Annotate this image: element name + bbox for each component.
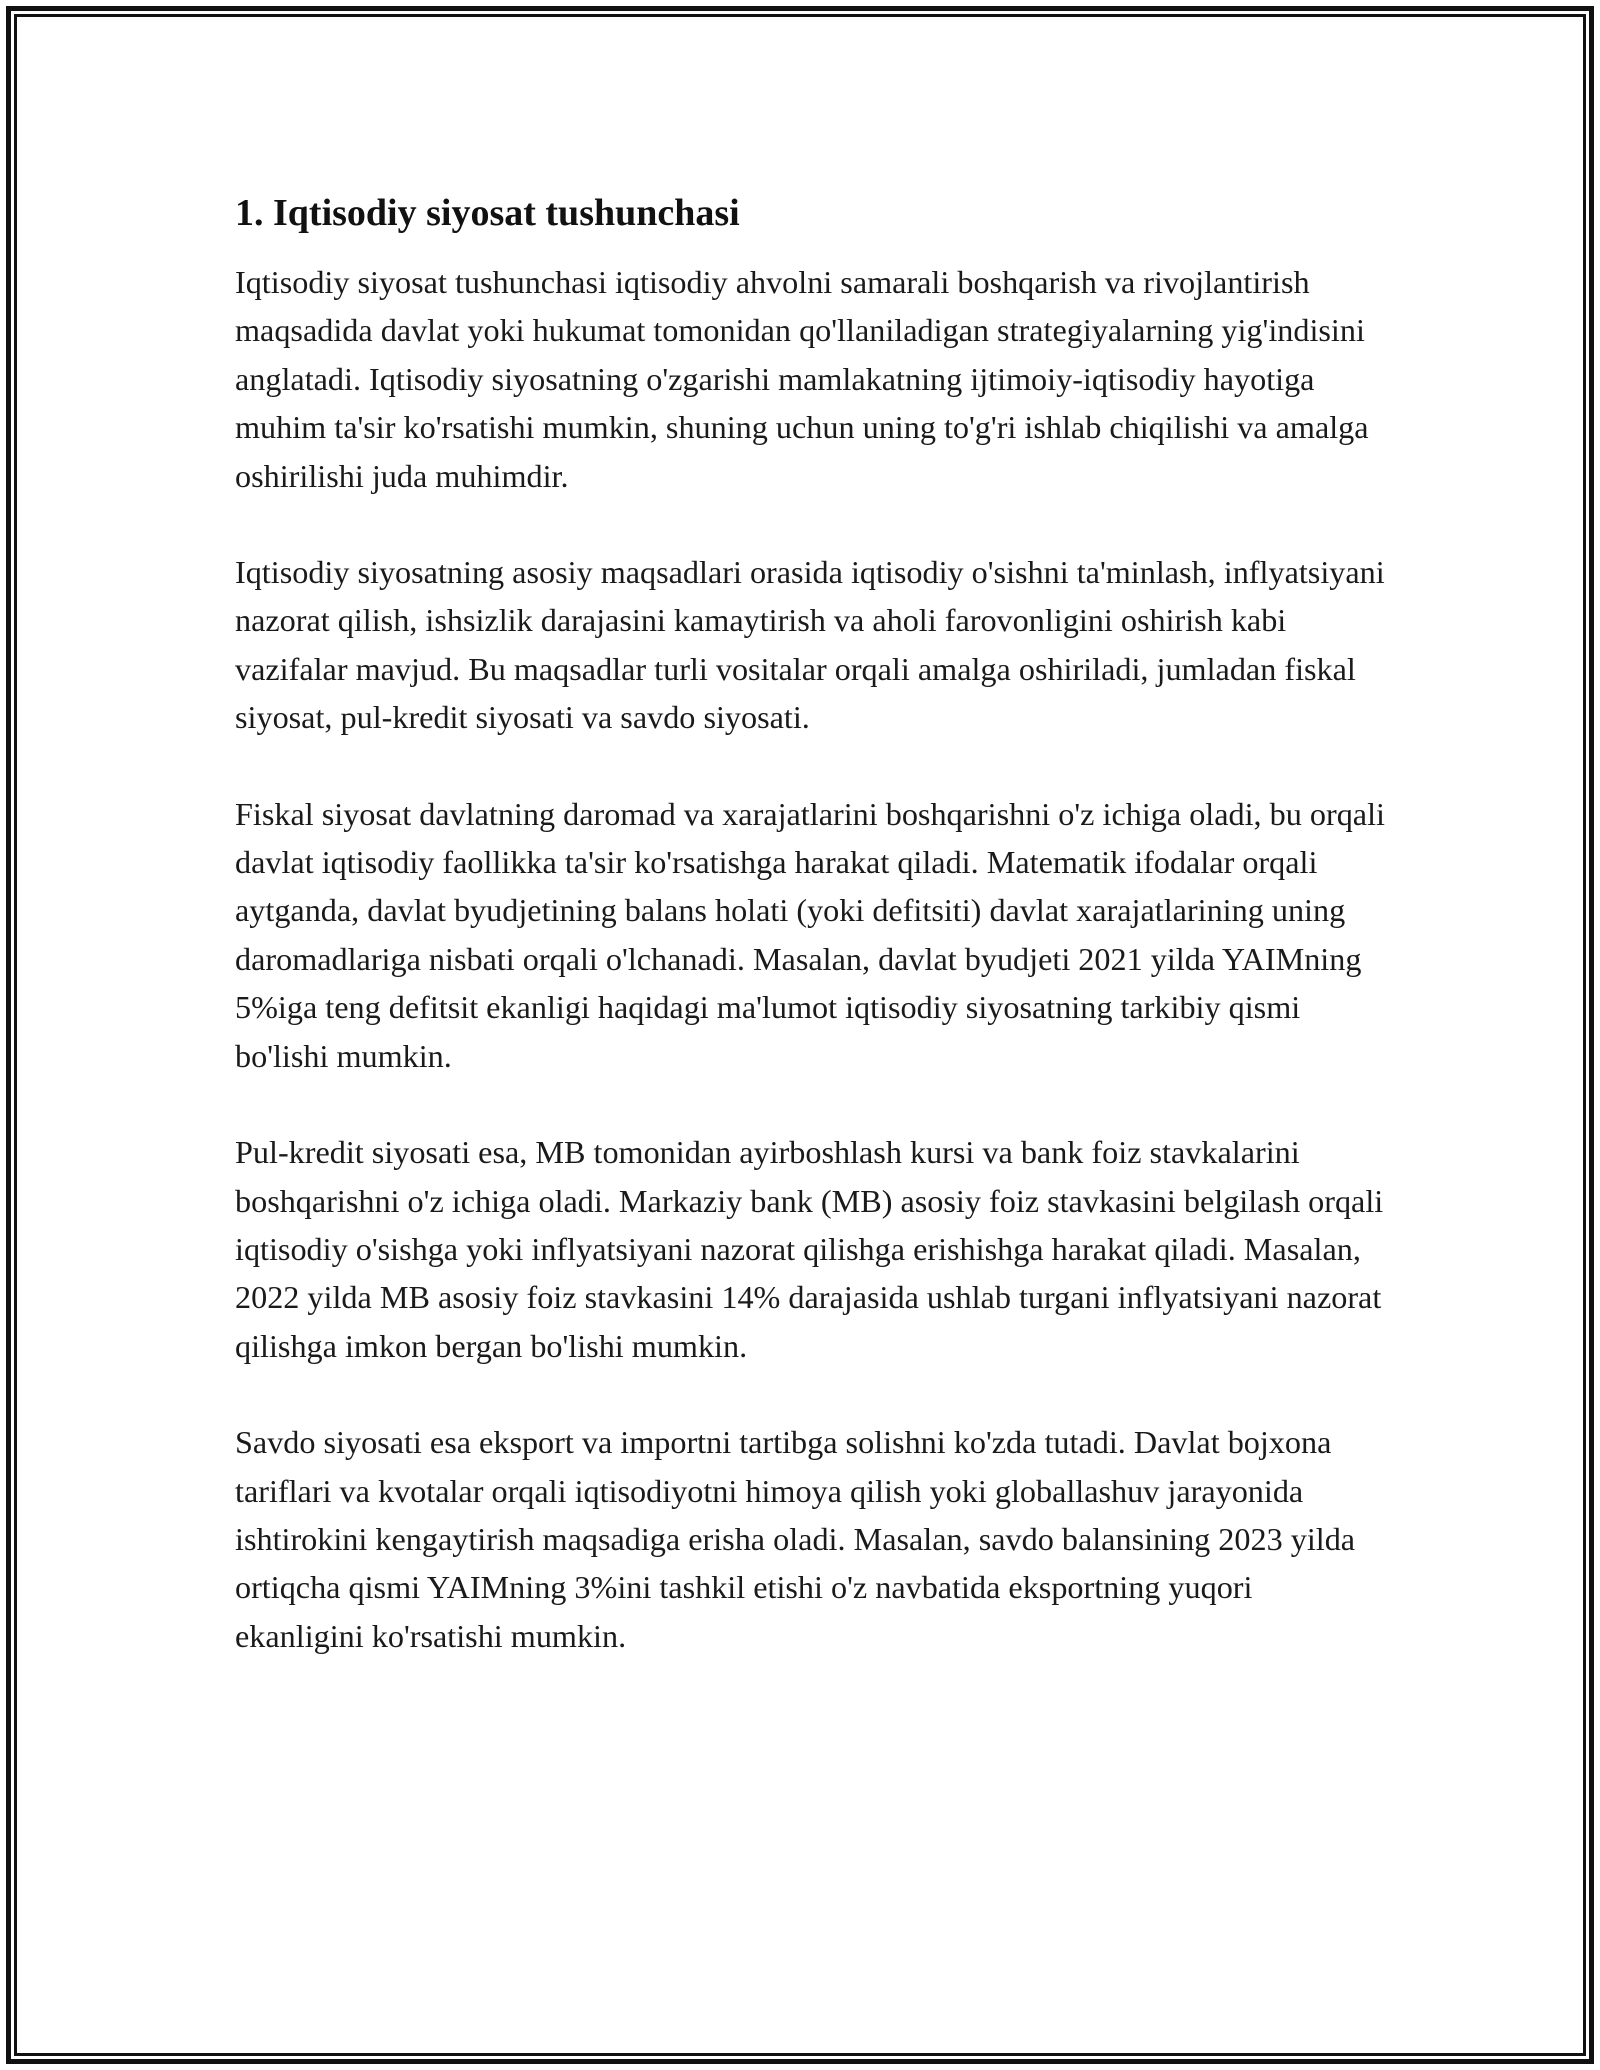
paragraph-fiscal-policy: Fiskal siyosat davlatning daromad va xarajatlarini boshqarishni o'z ichiga oladi, bu orqali davlat iqtisodiy faollikka ta'sir ko'rsatishga harakat qiladi. Matematik ifodalar orqali aytganda, davlat byudjetining balans holati (yoki defitsiti) davlat xarajatlarining uning daromadlariga nisbati orqali o'lchanadi. Masalan, davlat byudjeti 2021 yilda YAIMning 5%iga teng defitsit ekanligi haqidagi ma'lumot iqtisodiy siyosatning tarkibiy qismi bo'lishi mumkin. [235, 795, 1385, 1074]
paragraph-trade-policy: Savdo siyosati esa eksport va importni tartibga solishni ko'zda tutadi. Davlat bojxona tariflari va kvotalar orqali iqtisodiyotni himoya qilish yoki globallashuv jarayonida ishtirokini kengaytirish maqsadiga erisha oladi. Masalan, savdo balansining 2023 yilda ortiqcha qismi YAIMning 3%ini tashkil etishi o'z navbatida eksportning yuqori ekanligini ko'rsatishi mumkin. [235, 1424, 1356, 1654]
document-body [235, 188, 1385, 1708]
paragraph-monetary-policy: Pul-kredit siyosati esa, MB tomonidan ayirboshlash kursi va bank foiz stavkalarini boshqarishni o'z ichiga oladi. Markaziy bank (MB) asosiy foiz stavkasini belgilash orqali iqtisodiy o'sishga yoki inflyatsiyani nazorat qilishga erishishga harakat qiladi. Masalan, 2022 yilda MB asosiy foiz stavkasini 14% darajasida ushlab turgani inflyatsiyani nazorat qilishga imkon bergan bo'lishi mumkin. [235, 1134, 1384, 1364]
paragraph-goals: Iqtisodiy siyosatning asosiy maqsadlari orasida iqtisodiy o'sishni ta'minlash, inflyatsiyani nazorat qilish, ishsizlik darajasini kamaytirish va aholi farovonligini oshirish kabi vazifalar mavjud. Bu maqsadlar turli vositalar orqali amalga oshiriladi, jumladan fiskal siyosat, pul-kredit siyosati va savdo siyosati. [235, 554, 1385, 736]
section-heading: 1. Iqtisodiy siyosat tushunchasi [235, 192, 740, 234]
paragraph-definition: Iqtisodiy siyosat tushunchasi iqtisodiy ahvolni samarali boshqarish va rivojlantirish maqsadida davlat yoki hukumat tomonidan qo'llaniladigan strategiyalarning yig'indisini anglatadi. Iqtisodiy siyosatning o'zgarishi mamlakatning ijtimoiy-iqtisodiy hayotiga muhim ta'sir ko'rsatishi mumkin, shuning uchun uning to'g'ri ishlab chiqilishi va amalga oshirilishi juda muhimdir. [235, 264, 1369, 494]
